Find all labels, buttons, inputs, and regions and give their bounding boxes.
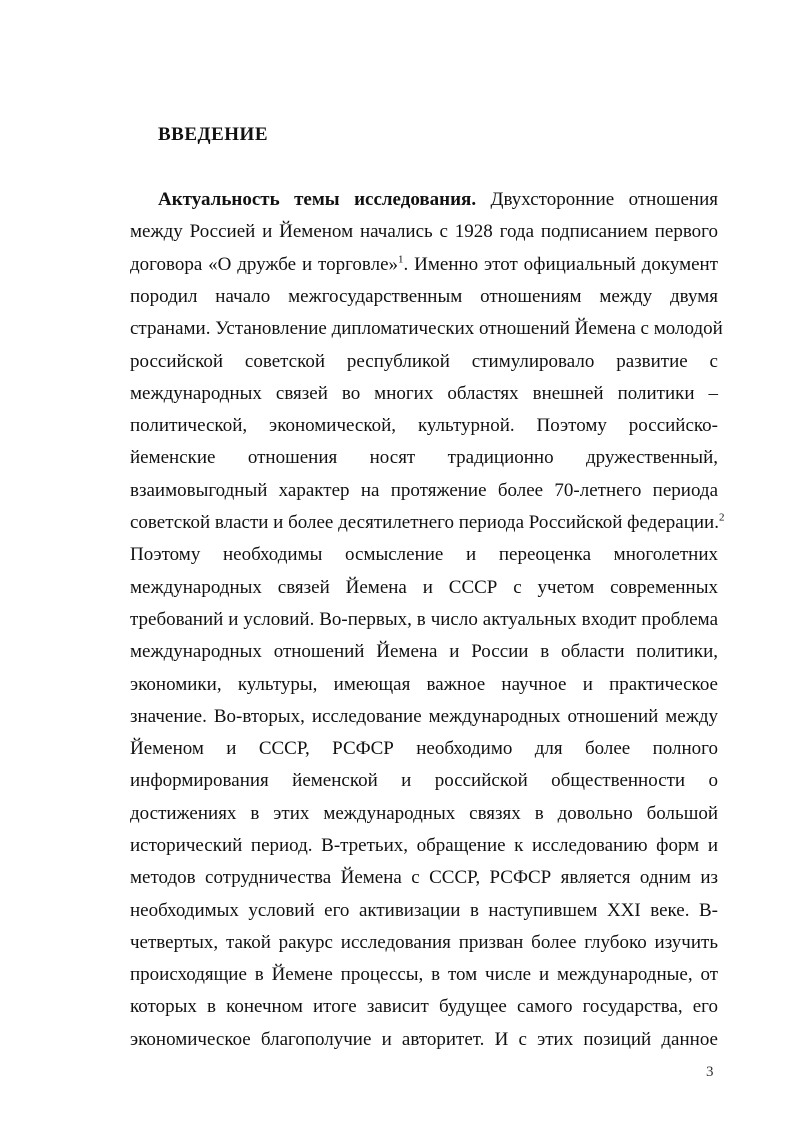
text-line bbox=[130, 931, 718, 955]
text-line bbox=[158, 188, 718, 212]
line-text: странами. Установление дипломатических отношений Йемена с молодой bbox=[130, 318, 723, 339]
text-line bbox=[130, 1028, 718, 1052]
text-line bbox=[130, 350, 718, 374]
text-line bbox=[130, 446, 718, 470]
footnote-mark[interactable]: 1 bbox=[398, 253, 404, 266]
line-text-continued: . Именно этот официальный документ bbox=[403, 254, 718, 275]
line-text: четвертых, такой ракурс исследования призван более глубоко изучить bbox=[130, 932, 718, 953]
line-text: Поэтому необходимы осмысление и переоценка многолетних bbox=[130, 544, 718, 565]
lead-phrase: Актуальность темы исследования. bbox=[158, 189, 477, 210]
text-line bbox=[130, 673, 718, 697]
line-text: экономики, культуры, имеющая важное научное и практическое bbox=[130, 674, 718, 695]
text-line bbox=[130, 479, 718, 503]
line-text: методов сотрудничества Йемена с СССР, РСФСР является одним из bbox=[130, 867, 718, 888]
page-number: 3 bbox=[706, 1064, 714, 1080]
line-text: породил начало межгосударственным отношениям между двумя bbox=[130, 286, 718, 307]
text-line bbox=[130, 382, 718, 406]
text-line bbox=[130, 543, 718, 567]
text-line bbox=[130, 640, 718, 664]
line-text: советской власти и более десятилетнего периода Российской федерации. bbox=[130, 512, 719, 533]
text-line bbox=[130, 995, 718, 1019]
text-line bbox=[130, 317, 723, 341]
text-line bbox=[130, 834, 718, 858]
line-text: международных связей во многих областях внешней политики – bbox=[130, 383, 718, 404]
line-text: требований и условий. Во-первых, в число актуальных входит проблема bbox=[130, 609, 718, 630]
line-text: происходящие в Йемене процессы, в том числе и международные, от bbox=[130, 964, 718, 985]
line-text: международных отношений Йемена и России в области политики, bbox=[130, 641, 718, 662]
text-line bbox=[130, 963, 718, 987]
text-line bbox=[130, 608, 718, 632]
line-text: значение. Во-вторых, исследование международных отношений между bbox=[130, 706, 718, 727]
line-text: международных связей Йемена и СССР с учетом современных bbox=[130, 577, 718, 598]
text-line bbox=[130, 899, 718, 923]
text-line bbox=[130, 285, 718, 309]
line-text: взаимовыгодный характер на протяжение более 70-летнего периода bbox=[130, 480, 718, 501]
text-line bbox=[130, 220, 718, 244]
text-line bbox=[130, 769, 718, 793]
text-line bbox=[130, 705, 718, 729]
line-text: исторический период. В-третьих, обращение к исследованию форм и bbox=[130, 835, 718, 856]
footnote-mark[interactable]: 2 bbox=[718, 511, 725, 524]
line-text: договора «О дружбе и торговле» bbox=[130, 254, 399, 275]
line-text: йеменские отношения носят традиционно дружественный, bbox=[130, 447, 718, 468]
text-line bbox=[130, 576, 718, 600]
text-line bbox=[130, 511, 725, 535]
text-line bbox=[130, 253, 718, 277]
text-line bbox=[130, 802, 718, 826]
text-line bbox=[130, 737, 718, 761]
line-text: которых в конечном итоге зависит будущее самого государства, его bbox=[130, 996, 718, 1017]
line-text: необходимых условий его активизации в наступившем XXI веке. В- bbox=[130, 900, 718, 921]
line-text: Двухсторонние отношения bbox=[476, 189, 718, 210]
line-text: Йеменом и СССР, РСФСР необходимо для более полного bbox=[130, 738, 718, 759]
text-line bbox=[130, 866, 718, 890]
line-text: российской советской республикой стимулировало развитие с bbox=[130, 351, 718, 372]
text-line bbox=[130, 414, 718, 438]
line-text: информирования йеменской и российской общественности о bbox=[130, 770, 718, 791]
line-text: экономическое благополучие и авторитет. И с этих позиций данное bbox=[130, 1029, 718, 1050]
line-text: достижениях в этих международных связях в довольно большой bbox=[130, 803, 718, 824]
section-heading: ВВЕДЕНИЕ bbox=[158, 124, 268, 145]
line-text: между Россией и Йеменом начались с 1928 года подписанием первого bbox=[130, 221, 718, 242]
line-text: политической, экономической, культурной. Поэтому российско- bbox=[130, 415, 718, 436]
